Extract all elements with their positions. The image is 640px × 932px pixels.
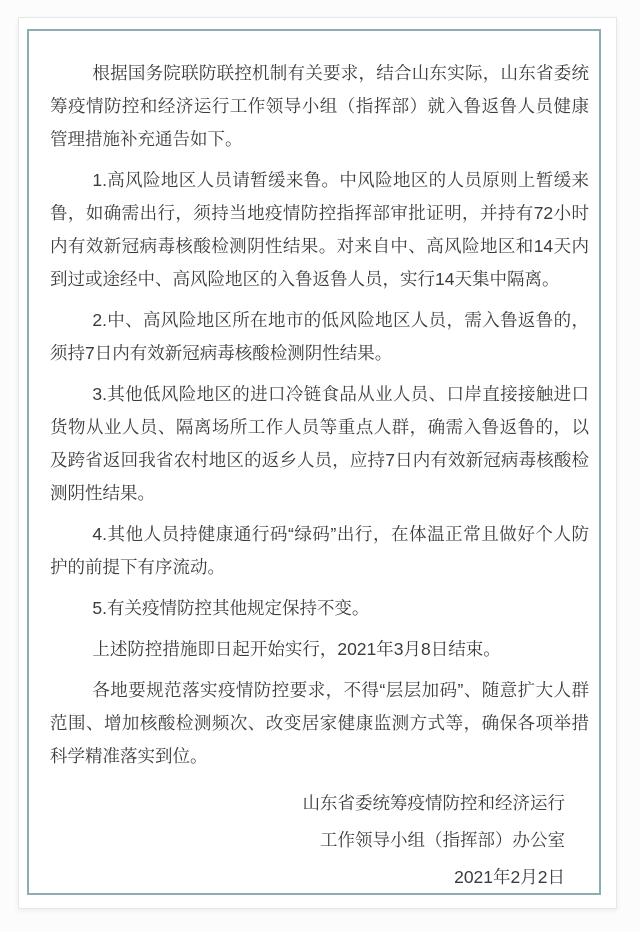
notice-item-1: 1.高风险地区人员请暂缓来鲁。中风险地区的人员原则上暂缓来鲁，如确需出行，须持当地疫情防控指挥部审批证明，并持有72小时内有效新冠病毒核酸检测阴性结果。对来自中、高风险地区和14天内到过或途经中、高风险地区的入鲁返鲁人员，实行14天集中隔离。 bbox=[50, 170, 589, 289]
notice-item-3: 3.其他低风险地区的进口冷链食品从业人员、口岸直接接触进口货物从业人员、隔离场所工作人员等重点人群，确需入鲁返鲁的，以及跨省返回我省农村地区的返乡人员，应持7日内有效新冠病毒核酸检测阴性结果。 bbox=[50, 384, 589, 503]
notice-item-5: 5.有关疫情防控其他规定保持不变。 bbox=[92, 598, 370, 618]
notice-compliance-paragraph: 各地要规范落实疫情防控要求，不得“层层加码”、随意扩大人群范围、增加核酸检测频次、改变居家健康监测方式等，确保各项举措科学精准落实到位。 bbox=[50, 680, 589, 766]
signature-org-line-2: 工作领导小组（指挥部）办公室 bbox=[320, 830, 565, 850]
notice-intro-paragraph: 根据国务院联防联控机制有关要求，结合山东实际，山东省委统筹疫情防控和经济运行工作领导小组（指挥部）就入鲁返鲁人员健康管理措施补充通告如下。 bbox=[50, 63, 589, 149]
notice-date: 2021年2月2日 bbox=[454, 867, 565, 887]
signature-block bbox=[50, 785, 589, 895]
notice-item-4: 4.其他人员持健康通行码“绿码”出行，在体温正常且做好个人防护的前提下有序流动。 bbox=[50, 524, 589, 577]
signature-org-line-1: 山东省委统筹疫情防控和经济运行 bbox=[302, 793, 565, 813]
notice-item-2: 2.中、高风险地区所在地市的低风险地区人员，需入鲁返鲁的，须持7日内有效新冠病毒核酸检测阴性结果。 bbox=[50, 310, 589, 363]
notice-frame bbox=[27, 29, 601, 895]
notice-card bbox=[18, 17, 617, 909]
notice-effective-period: 上述防控措施即日起开始实行，2021年3月8日结束。 bbox=[92, 639, 501, 659]
